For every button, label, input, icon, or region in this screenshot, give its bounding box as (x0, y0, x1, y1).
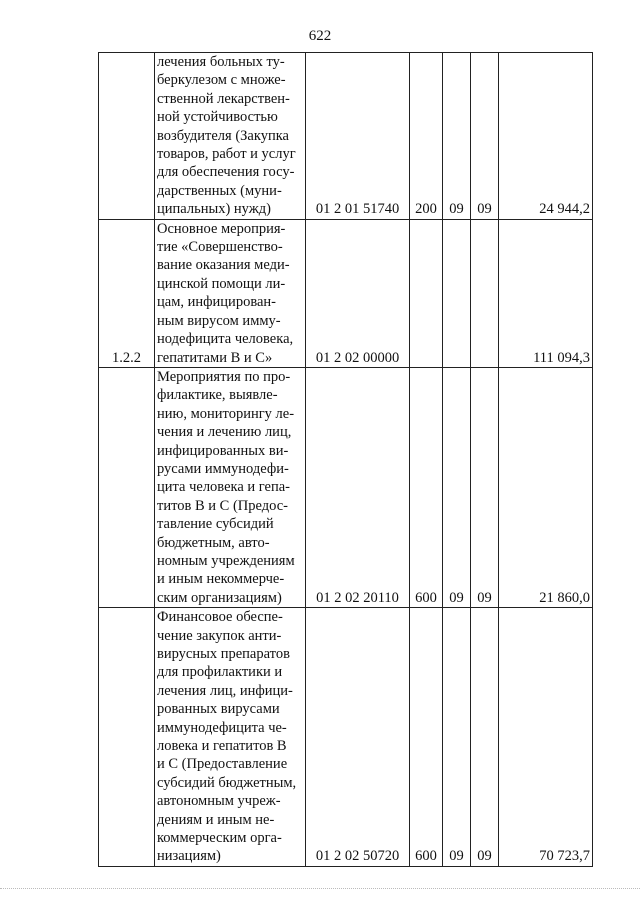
item-name-line: иммунодефицита че- (157, 719, 287, 736)
subsection-cell: 09 (471, 367, 499, 607)
item-name-line: русами иммунодефи- (157, 460, 289, 477)
item-name-line: ским организациям) (157, 589, 282, 606)
page-number: 622 (308, 28, 332, 44)
item-name-line: бюджетным, авто- (157, 534, 270, 551)
item-name-line: номным учреждениям (157, 552, 295, 569)
section-cell: 09 (443, 608, 471, 867)
item-name-line: и иным некоммерче- (157, 571, 285, 588)
item-name-line: ловека и гепатитов В (157, 738, 287, 755)
table-row (99, 219, 593, 367)
item-name-line: субсидий бюджетным, (157, 774, 297, 791)
item-name-line: вирусных препаратов (157, 646, 290, 662)
item-name-line: ным вирусом имму- (157, 312, 281, 329)
item-name-line: вание оказания меди- (157, 257, 290, 274)
item-name-line: тавление субсидий (157, 516, 274, 533)
item-name-line: лечения лиц, инфици- (157, 682, 293, 699)
section-cell: 09 (443, 53, 471, 220)
expense-type-cell (410, 219, 443, 367)
item-name-line: цита человека и гепа- (157, 479, 290, 496)
subsection-cell: 09 (471, 53, 499, 220)
item-name-line: для обеспечения госу- (157, 164, 295, 181)
item-name-cell (155, 367, 306, 607)
table-row (99, 367, 593, 607)
item-name-line: филактике, выявле- (157, 387, 278, 404)
item-name-line: ципальных) нужд) (157, 201, 271, 218)
item-name-line: низациям) (157, 848, 221, 865)
item-name-line: тие «Совершенство- (157, 239, 283, 256)
item-name-line: для профилактики и (157, 664, 283, 681)
table-row (99, 53, 593, 220)
item-name-line: чения и лечению лиц, (157, 424, 292, 441)
item-name-line: возбудителя (Закупка (157, 127, 289, 144)
item-name-line: Финансовое обеспе- (157, 609, 283, 626)
item-name-line: цинской помощи ли- (157, 275, 286, 292)
item-name-line: рованных вирусами (157, 701, 280, 718)
item-name-line: нию, мониторингу ле- (157, 405, 295, 422)
row-number-cell (99, 367, 155, 607)
item-name-cell (155, 608, 306, 867)
target-article-code-cell: 01 2 02 20110 (306, 367, 410, 607)
section-cell: 09 (443, 367, 471, 607)
item-name-line: цам, инфицирован- (157, 294, 276, 311)
item-name-line: инфицированных ви- (157, 442, 289, 459)
target-article-code-cell: 01 2 02 50720 (306, 608, 410, 867)
item-name-line: дениям и иным не- (157, 811, 275, 828)
amount-cell: 21 860,0 (499, 367, 593, 607)
section-cell (443, 219, 471, 367)
item-name-line: беркулезом с множе- (157, 72, 286, 89)
table-row (99, 608, 593, 867)
subsection-cell: 09 (471, 608, 499, 867)
item-name-line: чение закупок анти- (157, 627, 282, 644)
item-name-line: дарственных (муни- (157, 182, 282, 199)
table-body (99, 53, 593, 867)
expense-type-cell: 600 (410, 608, 443, 867)
budget-table (98, 52, 593, 867)
row-number-cell: 1.2.2 (99, 219, 155, 367)
row-number-cell (99, 53, 155, 220)
item-name-line: лечения больных ту- (157, 54, 285, 70)
expense-type-cell: 600 (410, 367, 443, 607)
target-article-code-cell: 01 2 01 51740 (306, 53, 410, 220)
item-name-line: Основное мероприя- (157, 220, 286, 237)
amount-cell: 111 094,3 (499, 219, 593, 367)
item-name-line: гепатитами В и С» (157, 349, 273, 366)
item-name-line: нодефицита человека, (157, 331, 294, 348)
item-name-cell (155, 219, 306, 367)
item-name-line: титов В и С (Предос- (157, 497, 288, 514)
item-name-cell (155, 53, 306, 220)
subsection-cell (471, 219, 499, 367)
item-name-line: ственной лекарствен- (157, 90, 290, 107)
item-name-line: и С (Предоставление (157, 756, 288, 773)
item-name-line: коммерческим орга- (157, 830, 282, 847)
amount-cell: 24 944,2 (499, 53, 593, 220)
target-article-code-cell: 01 2 02 00000 (306, 219, 410, 367)
amount-cell: 70 723,7 (499, 608, 593, 867)
page-bottom-divider (0, 888, 640, 889)
expense-type-cell: 200 (410, 53, 443, 220)
item-name-line: автономным учреж- (157, 793, 281, 810)
item-name-line: Мероприятия по про- (157, 368, 291, 385)
item-name-line: ной устойчивостью (157, 109, 278, 126)
item-name-line: товаров, работ и услуг (157, 146, 296, 163)
row-number-cell (99, 608, 155, 867)
